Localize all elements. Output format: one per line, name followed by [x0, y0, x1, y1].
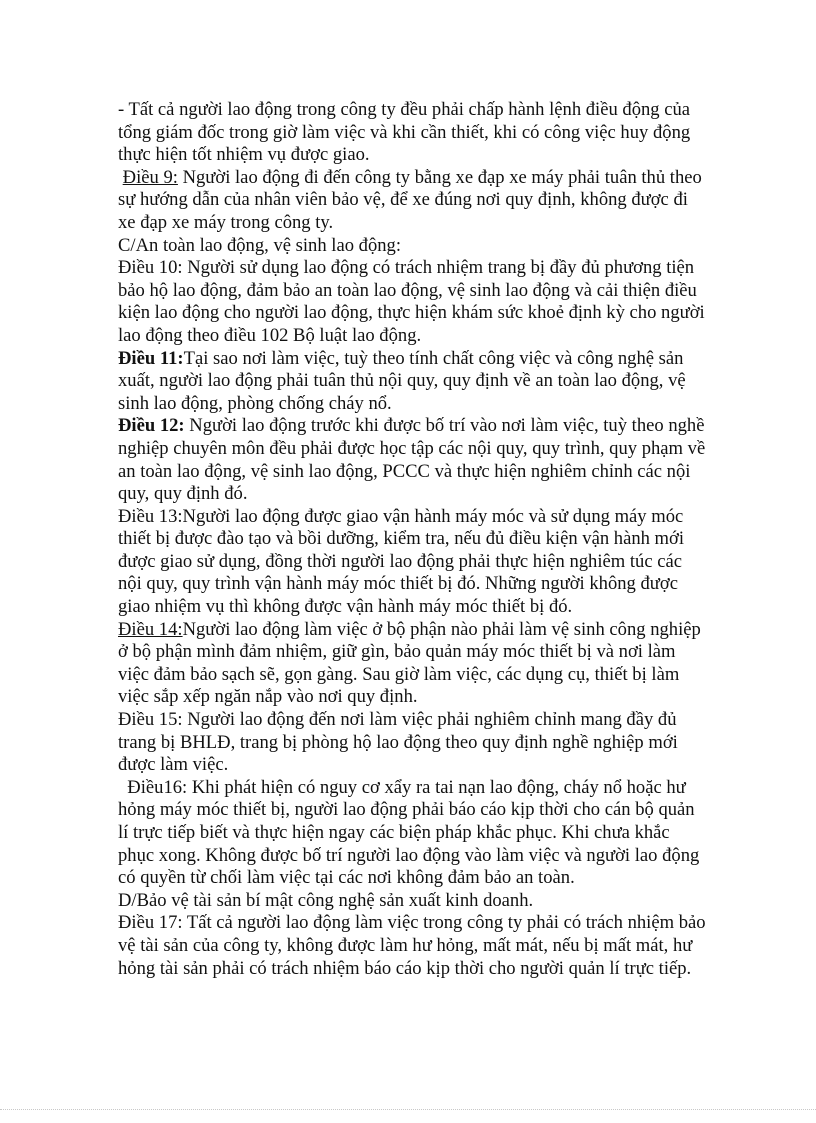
section-heading-text: D/Bảo vệ tài sản bí mật công nghệ sản xuất kinh doanh.	[118, 889, 534, 911]
article-heading: Điều 11:	[118, 347, 184, 369]
paragraph-text: Điều 17: Tất cả người lao động làm việc trong công ty phải có trách nhiệm bảo vệ tài sản của công ty, không được làm hư hỏng, mất mát, nếu bị mất mát, hư hỏng tài sản phải có trách nhiệm báo cáo kịp thời cho người quản lí trực tiếp.	[118, 912, 706, 979]
paragraph-mobilization	[118, 99, 708, 167]
article-heading: Điều 9:	[122, 166, 178, 188]
paragraph-text: Điều 10: Người sử dụng lao động có trách nhiệm trang bị đầy đủ phương tiện bảo hộ lao động, đảm bảo an toàn lao động, vệ sinh lao động và cải thiện điều kiện lao động cho người lao động, thực hiện khám sức khoẻ định kỳ cho người lao động theo điều 102 Bộ luật lao động.	[118, 257, 705, 346]
paragraph-article-13	[118, 506, 708, 619]
paragraph-article-11	[118, 348, 708, 416]
paragraph-article-10	[118, 257, 708, 347]
paragraph-text: Tại sao nơi làm việc, tuỳ theo tính chất công việc và công nghệ sản xuất, người lao động phải tuân thủ nội quy, quy định về an toàn lao động, vệ sinh lao động, phòng chống cháy nổ.	[118, 347, 686, 414]
paragraph-article-17	[118, 912, 708, 980]
paragraph-article-12	[118, 415, 708, 505]
section-heading-text: C/An toàn lao động, vệ sinh lao động:	[118, 234, 402, 256]
paragraph-article-16	[118, 777, 708, 890]
section-heading-c	[118, 235, 708, 258]
paragraph-article-9	[118, 167, 708, 235]
article-heading: Điều 12:	[118, 415, 185, 437]
paragraph-text: - Tất cả người lao động trong công ty đều phải chấp hành lệnh điều động của tổng giám đốc trong giờ làm việc và khi cần thiết, khi có công việc huy động thực hiện tốt nhiệm vụ được giao.	[118, 99, 691, 166]
paragraph-text: Người lao động làm việc ở bộ phận nào phải làm vệ sinh công nghiệp ở bộ phận mình đảm nhiệm, giữ gìn, bảo quản máy móc thiết bị và nơi làm việc đảm bảo sạch sẽ, gọn gàng. Sau giờ làm việc, các dụng cụ, thiết bị làm việc sắp xếp ngăn nắp vào nơi quy định.	[118, 618, 701, 708]
paragraph-text: Điều 15: Người lao động đến nơi làm việc phải nghiêm chỉnh mang đầy đủ trang bị BHLĐ, trang bị phòng hộ lao động theo quy định nghề nghiệp mới được làm việc.	[118, 709, 678, 776]
page-bottom-rule	[0, 1109, 816, 1110]
document-page	[118, 99, 708, 980]
article-heading: Điều 14:	[118, 618, 183, 640]
section-heading-d	[118, 890, 708, 913]
paragraph-text: Điều 13:Người lao động được giao vận hành máy móc và sử dụng máy móc thiết bị được đào tạo và bồi dưỡng, kiểm tra, nếu đủ điều kiện vận hành mới được giao sử dụng, đồng thời người lao động phải thực hiện nghiêm túc các nội quy, quy trình vận hành máy móc thiết bị đó. Những người không được giao nhiệm vụ thì không được vận hành máy móc thiết bị đó.	[118, 505, 685, 618]
paragraph-text: Điều16: Khi phát hiện có nguy cơ xẩy ra tai nạn lao động, cháy nổ hoặc hư hỏng máy móc thiết bị, người lao động phải báo cáo kịp thời cho cán bộ quản lí trực tiếp biết và thực hiện ngay các biện pháp khắc phục. Khi chưa khắc phục xong. Không được bố trí người lao động vào làm việc và người lao động có quyền từ chối làm việc tại các nơi không đảm bảo an toàn.	[118, 776, 700, 889]
paragraph-article-15	[118, 709, 708, 777]
paragraph-text: Người lao động đi đến công ty bằng xe đạp xe máy phải tuân thủ theo sự hướng dẫn của nhân viên bảo vệ, để xe đúng nơi quy định, không được đi xe đạp xe máy trong công ty.	[118, 166, 702, 233]
paragraph-text: Người lao động trước khi được bố trí vào nơi làm việc, tuỳ theo nghề nghiệp chuyên môn đều phải được học tập các nội quy, quy trình, quy phạm về an toàn lao động, vệ sinh lao động, PCCC và thực hiện nghiêm chỉnh các nội quy, quy định đó.	[118, 415, 706, 505]
paragraph-article-14	[118, 619, 708, 709]
